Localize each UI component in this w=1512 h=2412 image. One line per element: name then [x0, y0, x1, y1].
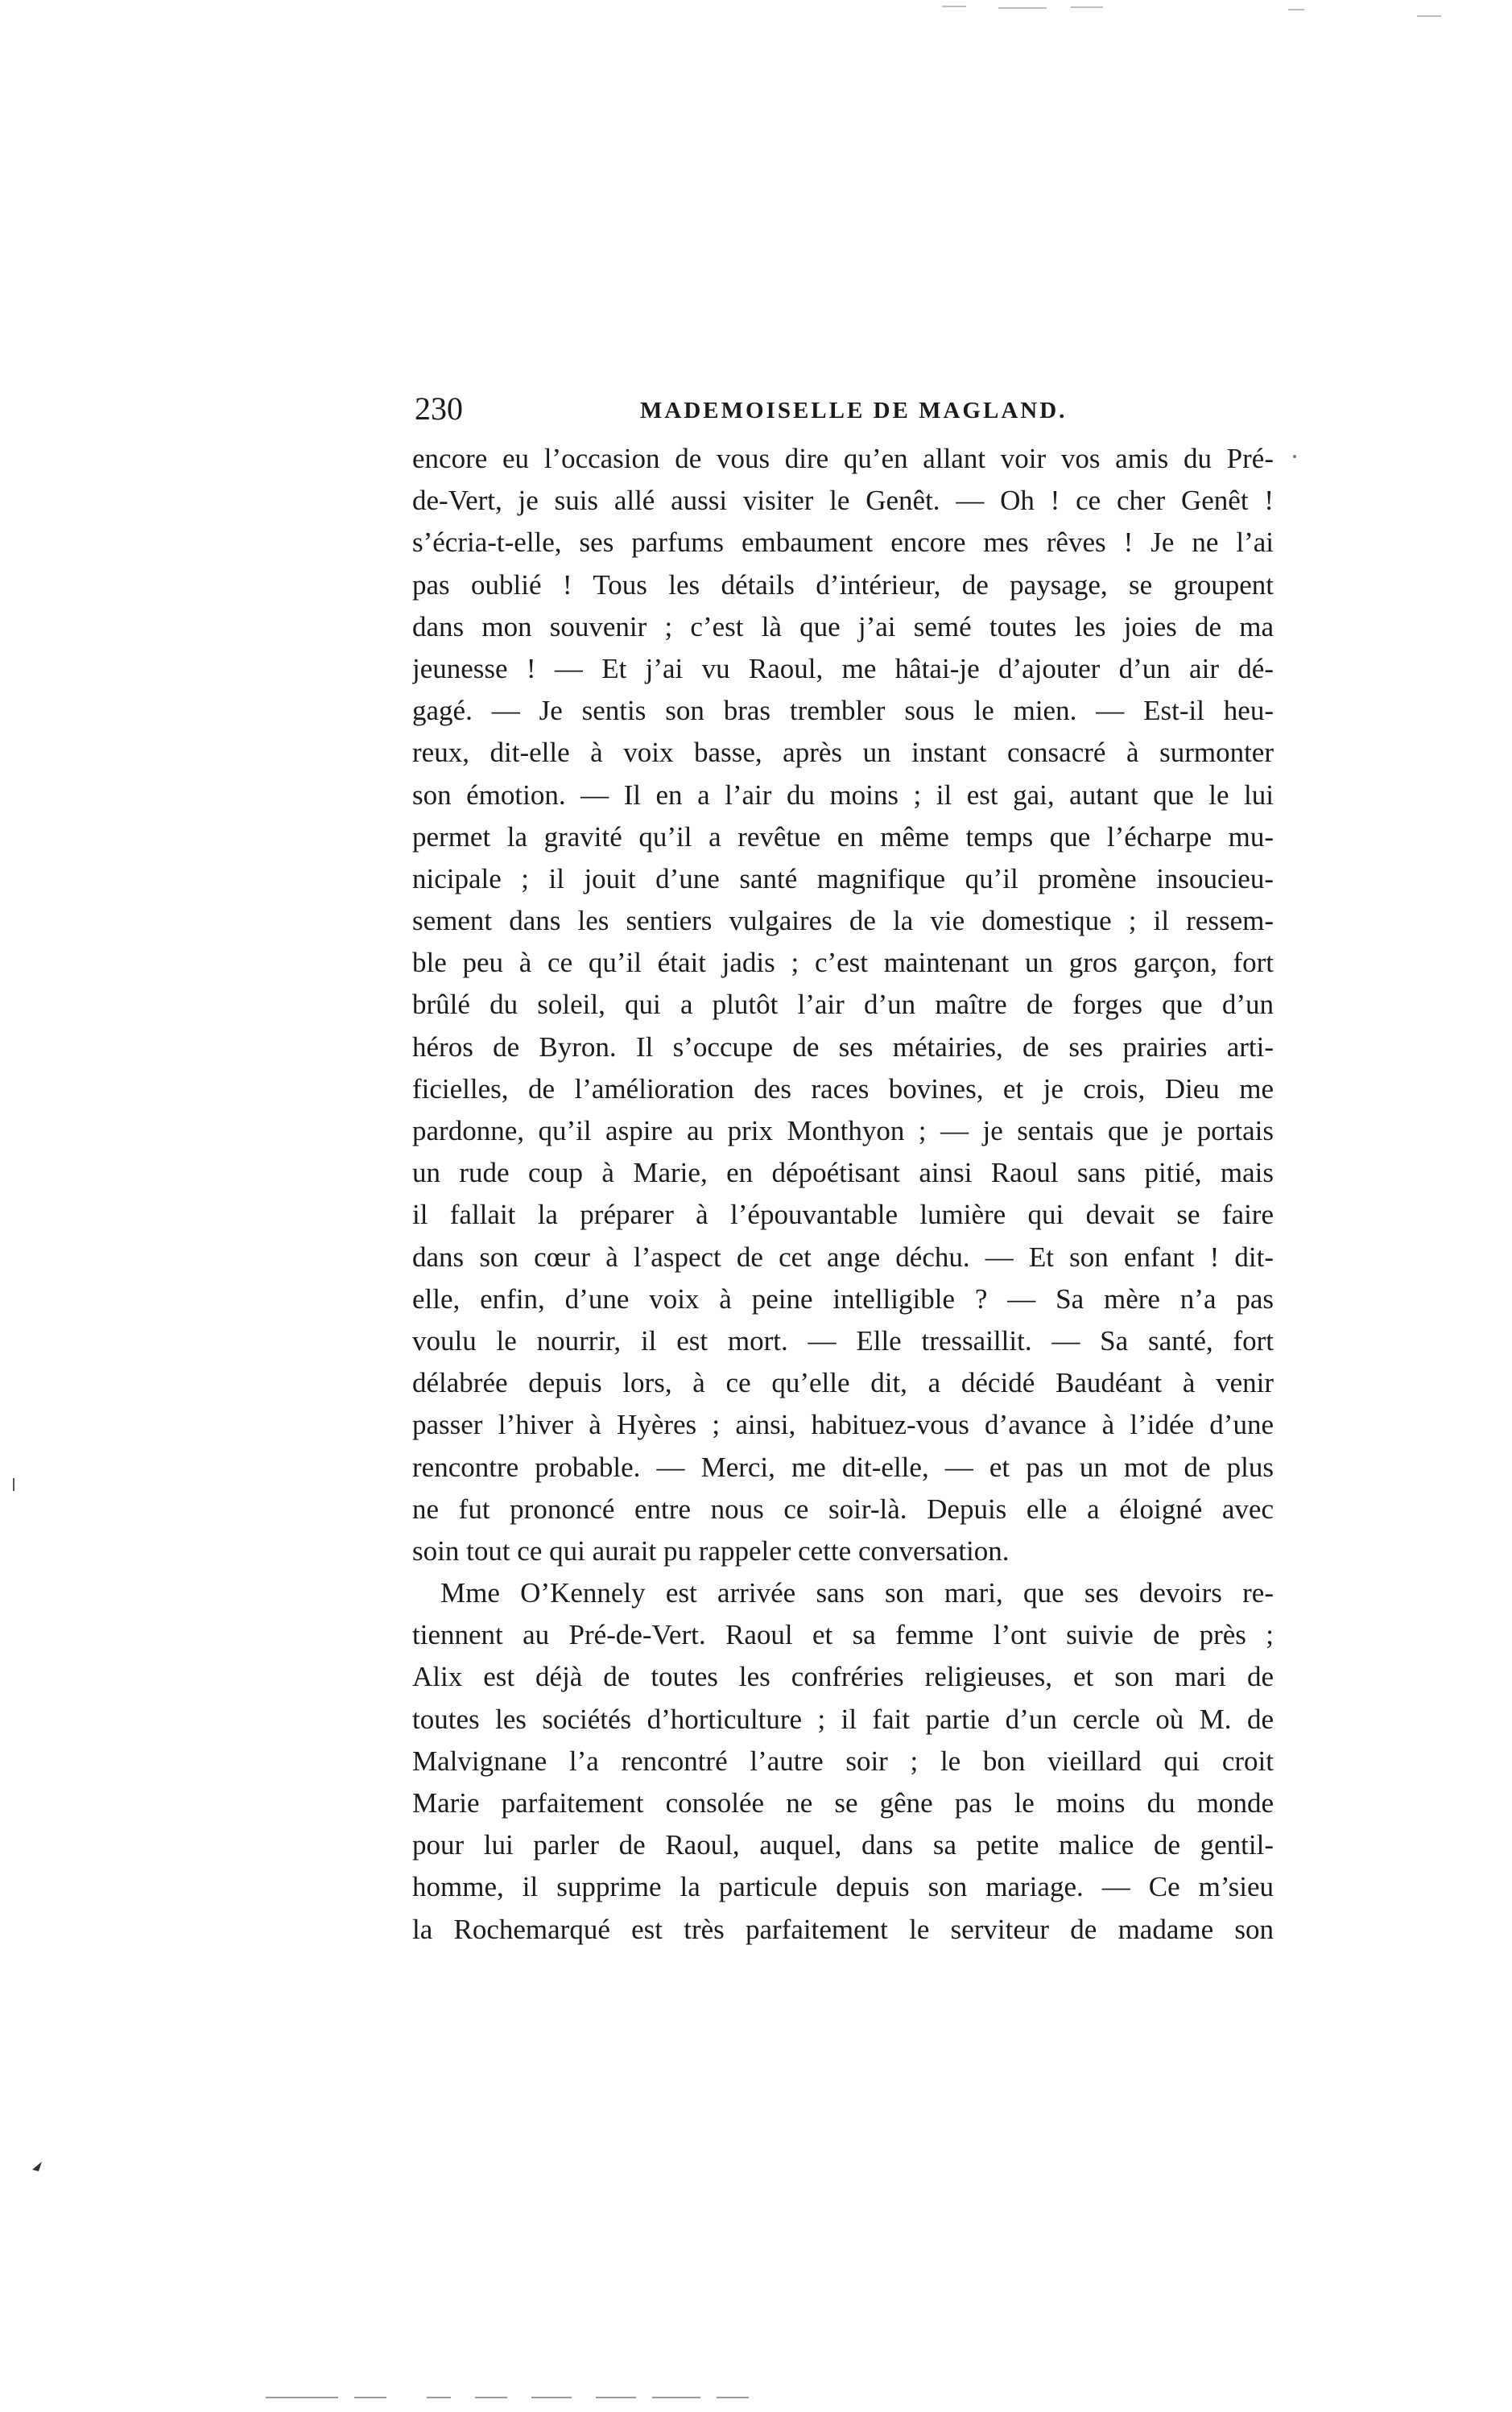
text-line: brûlé du soleil, qui a plutôt l’air d’un maître de forges que d’un	[412, 989, 1274, 1021]
text-line: il fallait la préparer à l’épouvantable lumière qui devait se faire	[412, 1199, 1274, 1231]
text-line: ne fut prononcé entre nous ce soir-là. Depuis elle a éloigné avec	[412, 1493, 1274, 1525]
margin-dot	[1293, 455, 1296, 458]
text-line: nicipale ; il jouit d’une santé magnifique qu’il promène insoucieu-	[412, 862, 1274, 894]
margin-speck	[32, 2162, 42, 2171]
text-line: toutes les sociétés d’horticulture ; il fait partie d’un cercle où M. de	[412, 1703, 1274, 1735]
text-line: voulu le nourrir, il est mort. — Elle tressaillit. — Sa santé, fort	[412, 1324, 1274, 1357]
text-line: pardonne, qu’il aspire au prix Monthyon ; — je sentais que je portais	[412, 1115, 1274, 1146]
text-line: la Rochemarqué est très parfaitement le serviteur de madame son	[412, 1913, 1274, 1945]
text-line: tiennent au Pré-de-Vert. Raoul et sa femme l’ont suivie de près ;	[412, 1619, 1274, 1651]
text-line: dans mon souvenir ; c’est là que j’ai semé toutes les joies de ma	[412, 610, 1274, 642]
text-line: son émotion. — Il en a l’air du moins ; il est gai, autant que le lui	[412, 779, 1274, 811]
text-line: jeunesse ! — Et j’ai vu Raoul, me hâtai-je d’ajouter d’un air dé-	[412, 652, 1274, 684]
text-line: Alix est déjà de toutes les confréries religieuses, et son mari de	[412, 1661, 1274, 1693]
text-line: Marie parfaitement consolée ne se gêne pas le moins du monde	[412, 1787, 1274, 1819]
text-line: dans son cœur à l’aspect de cet ange déchu. — Et son enfant ! dit-	[412, 1241, 1274, 1273]
text-line: gagé. — Je sentis son bras trembler sous le mien. — Est-il heu-	[412, 695, 1274, 727]
top-edge-marks	[942, 6, 1441, 16]
text-line: un rude coup à Marie, en dépoétisant ainsi Raoul sans pitié, mais	[412, 1157, 1274, 1189]
text-line: ficielles, de l’amélioration des races bovines, et je crois, Dieu me	[412, 1072, 1274, 1105]
running-title: MADEMOISELLE DE MAGLAND.	[640, 398, 1068, 423]
text-line: permet la gravité qu’il a revêtue en même temps que l’écharpe mu-	[412, 820, 1274, 853]
text-line: pas oublié ! Tous les détails d’intérieur, de paysage, se groupent	[412, 568, 1274, 601]
text-line: Malvignane l’a rencontré l’autre soir ; le bon vieillard qui croit	[412, 1745, 1274, 1777]
text-line: elle, enfin, d’une voix à peine intelligible ? — Sa mère n’a pas	[412, 1282, 1274, 1315]
text-line-paragraph-start: Mme O’Kennely est arrivée sans son mari, que ses devoirs re-	[440, 1577, 1274, 1609]
text-line: homme, il supprime la particule depuis son mariage. — Ce m’sieu	[412, 1871, 1274, 1903]
text-line: reux, dit-elle à voix basse, après un instant consacré à surmonter	[412, 737, 1274, 769]
text-line: héros de Byron. Il s’occupe de ses métairies, de ses prairies arti-	[412, 1030, 1274, 1063]
text-line: de-Vert, je suis allé aussi visiter le Genêt. — Oh ! ce cher Genêt !	[412, 485, 1274, 517]
text-line-paragraph-end: soin tout ce qui aurait pu rappeler cette conversation.	[412, 1534, 1010, 1567]
text-line: rencontre probable. — Merci, me dit-elle, — et pas un mot de plus	[412, 1451, 1274, 1483]
text-line: pour lui parler de Raoul, auquel, dans sa petite malice de gentil-	[412, 1829, 1274, 1861]
text-line: ble peu à ce qu’il était jadis ; c’est maintenant un gros garçon, fort	[412, 947, 1274, 979]
text-line: délabrée depuis lors, à ce qu’elle dit, a décidé Baudéant à venir	[412, 1367, 1274, 1399]
text-line: s’écria-t-elle, ses parfums embaument encore mes rêves ! Je ne l’ai	[412, 527, 1274, 559]
text-line: passer l’hiver à Hyères ; ainsi, habituez-vous d’avance à l’idée d’une	[412, 1409, 1274, 1441]
text-line: sement dans les sentiers vulgaires de la vie domestique ; il ressem-	[412, 905, 1274, 937]
page-number: 230	[415, 390, 463, 427]
text-line: encore eu l’occasion de vous dire qu’en allant voir vos amis du Pré-	[412, 443, 1274, 474]
